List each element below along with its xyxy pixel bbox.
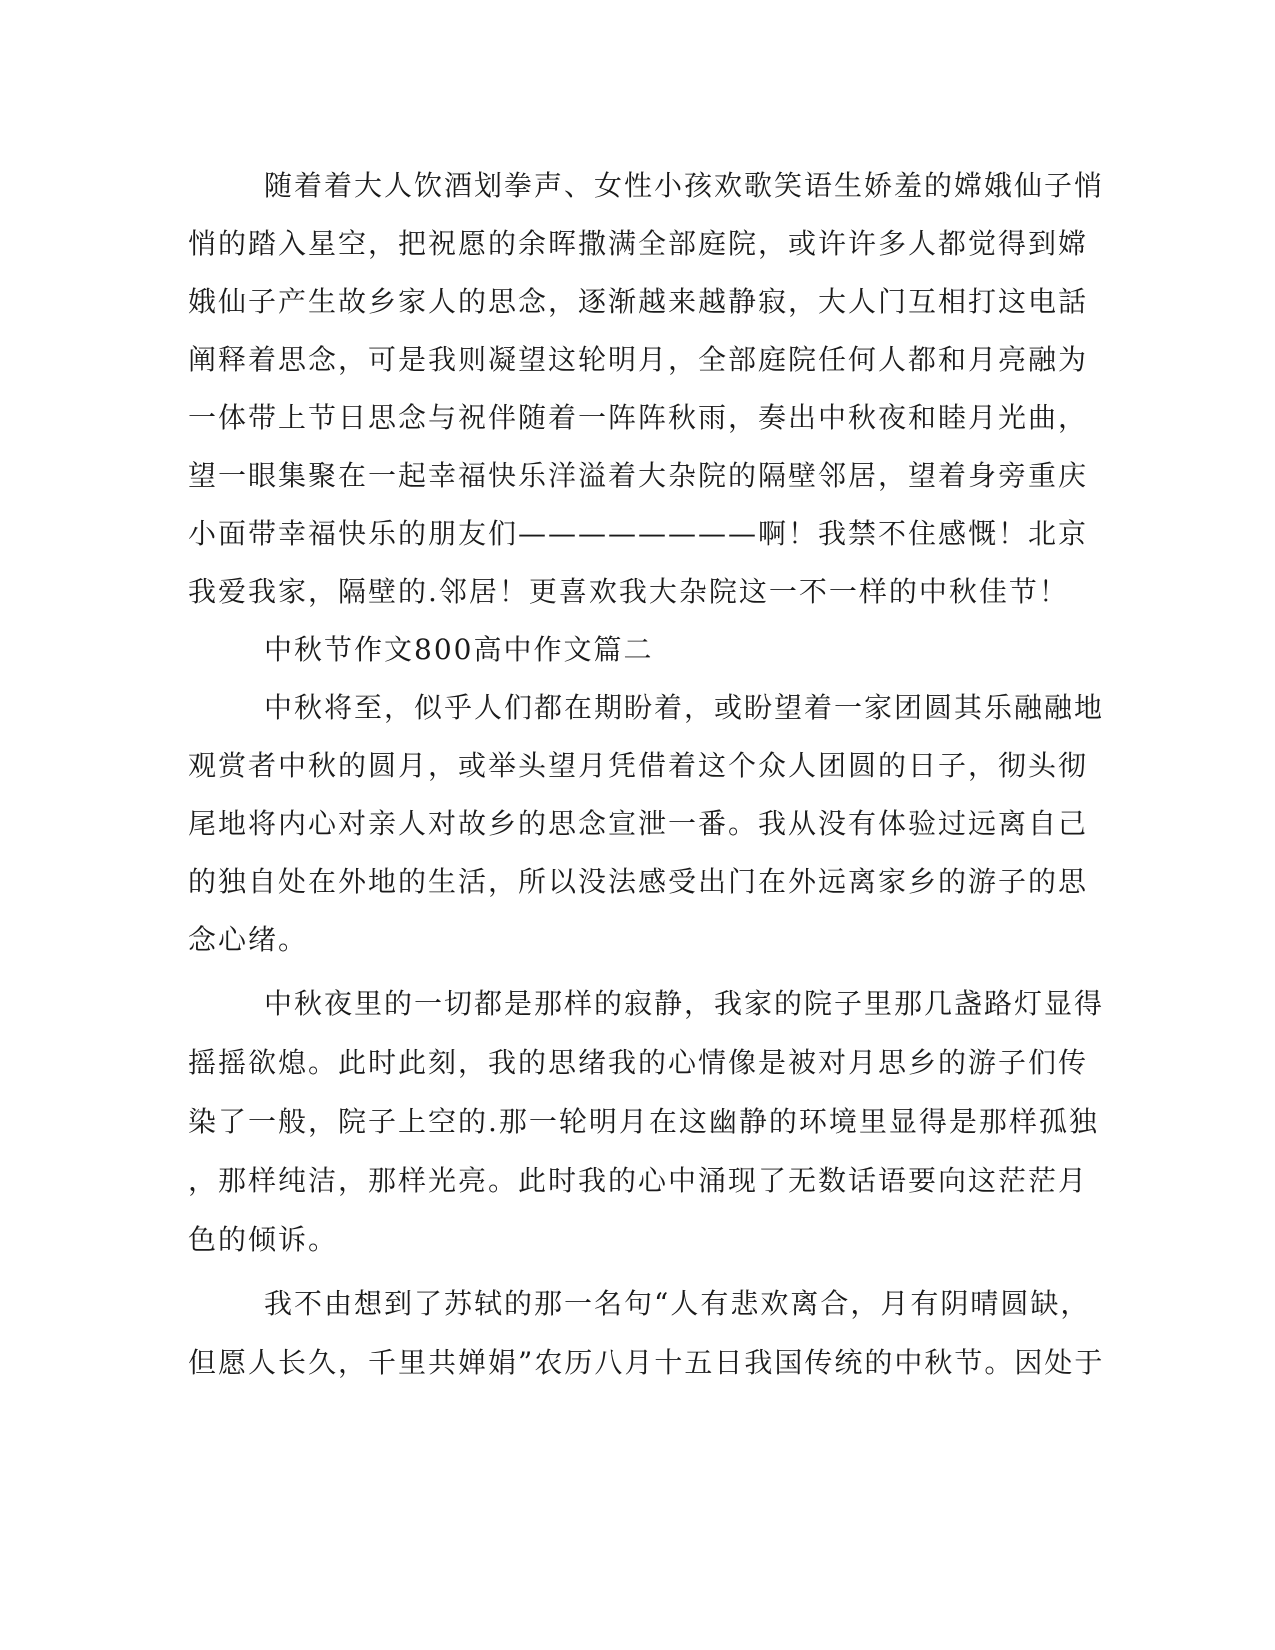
paragraph-line: 中秋夜里的一切都是那样的寂静，我家的院子里那几盏路灯显得: [264, 987, 1105, 1020]
paragraph-line: 染了一般，院子上空的.那一轮明月在这幽静的环境里显得是那样孤独: [188, 1105, 1099, 1138]
paragraph-line: 色的倾诉。: [188, 1223, 339, 1256]
paragraph-line: 尾地将内心对亲人对故乡的思念宣泄一番。我从没有体验过远离自己: [188, 807, 1089, 840]
paragraph-line: ，那样纯洁，那样光亮。此时我的心中涌现了无数话语要向这茫茫月: [188, 1164, 1089, 1197]
paragraph-line: 望一眼集聚在一起幸福快乐洋溢着大杂院的隔壁邻居，望着身旁重庆: [188, 459, 1089, 492]
paragraph-line: 一体带上节日思念与祝伴随着一阵阵秋雨，奏出中秋夜和睦月光曲，: [188, 401, 1089, 434]
paragraph-line: 但愿人长久，千里共婵娟”农历八月十五日我国传统的中秋节。因处于: [188, 1346, 1105, 1379]
paragraph-line: 中秋将至，似乎人们都在期盼着，或盼望着一家团圆其乐融融地: [264, 691, 1105, 724]
paragraph-line: 我爱我家，隔壁的.邻居！更喜欢我大杂院这一不一样的中秋佳节！: [188, 575, 1069, 608]
paragraph-line: 的独自处在外地的生活，所以没法感受出门在外远离家乡的游子的思: [188, 865, 1089, 898]
paragraph-line: 摇摇欲熄。此时此刻，我的思绪我的心情像是被对月思乡的游子们传: [188, 1046, 1089, 1079]
section-heading: 中秋节作文800高中作文篇二: [264, 633, 654, 666]
paragraph-line: 观赏者中秋的圆月，或举头望月凭借着这个众人团圆的日子，彻头彻: [188, 749, 1089, 782]
paragraph-line: 小面带幸福快乐的朋友们————————啊！我禁不住感慨！北京: [188, 517, 1089, 550]
paragraph-line: 我不由想到了苏轼的那一名句“人有悲欢离合，月有阴晴圆缺，: [264, 1287, 1091, 1320]
paragraph-line: 念心绪。: [188, 923, 309, 956]
paragraph-line: 阐释着思念，可是我则凝望这轮明月，全部庭院任何人都和月亮融为: [188, 343, 1089, 376]
paragraph-line: 娥仙子产生故乡家人的思念，逐渐越来越静寂，大人门互相打这电話: [188, 285, 1089, 318]
paragraph-line: 悄的踏入星空，把祝愿的余晖撒满全部庭院，或许许多人都觉得到嫦: [188, 227, 1089, 260]
paragraph-line: 随着着大人饮酒划拳声、女性小孩欢歌笑语生娇羞的嫦娥仙子悄: [264, 169, 1105, 202]
